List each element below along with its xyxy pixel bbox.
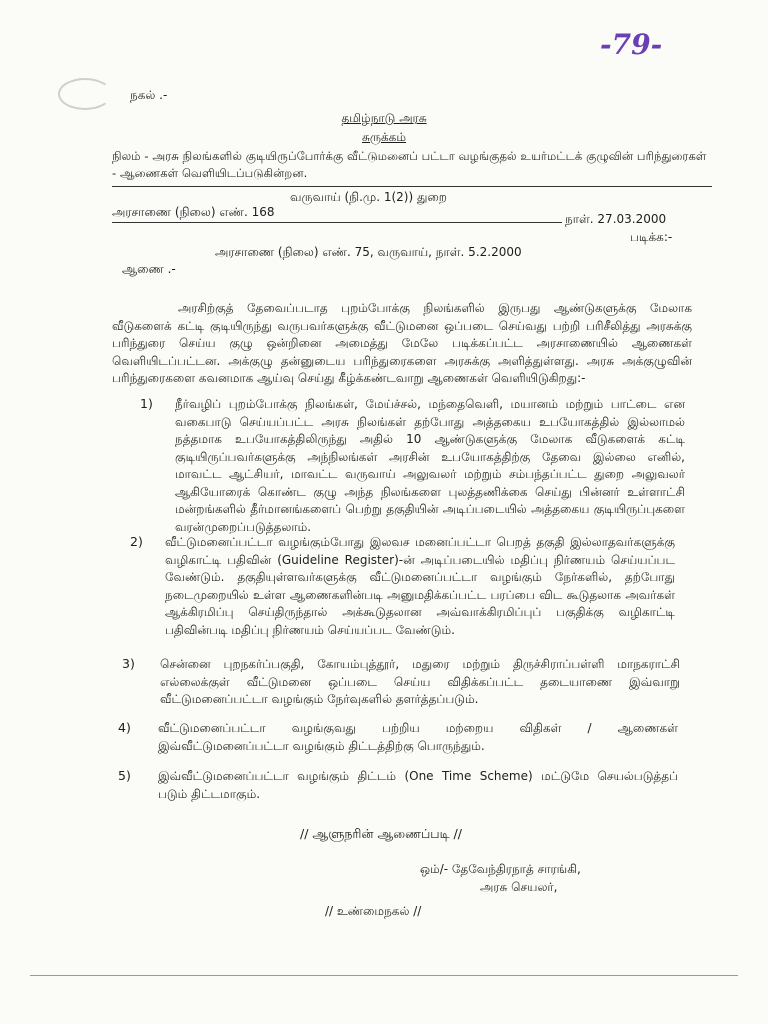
- order-date: நாள். 27.03.2000: [565, 212, 667, 226]
- true-copy: // உண்மைநகல் //: [325, 904, 422, 918]
- reference-line: அரசாணை (நிலை) எண். 75, வருவாய், நாள். 5.2.2000: [215, 245, 522, 259]
- item-number: 4): [118, 720, 131, 735]
- designation: அரசு செயலர்,: [480, 880, 558, 894]
- item-text: சென்னை புறநகர்ப்பகுதி, கோயம்புத்தூர், மதுரை மற்றும் திருச்சிராப்பள்ளி மாநகராட்சி எல்லைக்குள் வீட்டுமனை ஒப்படை செய்ய விதிக்கப்பட்ட தடையாணை இவ்வாறு வீட்டுமனைப்பட்டா வழங்கும் நேர்வுகளில் தளர்த்தப்படும்.: [160, 657, 680, 706]
- page-number: -79-: [600, 28, 663, 61]
- signatory: ஒம்/- தேவேந்திரநாத் சாரங்கி,: [420, 862, 581, 876]
- scan-mark: [58, 78, 112, 110]
- item-text: வீட்டுமனைப்பட்டா வழங்குவது பற்றிய மற்றைய விதிகள் / ஆணைகள் இவ்வீட்டுமனைப்பட்டா வழங்கும் திட்டத்திற்கு பொருந்தும்.: [158, 721, 678, 753]
- item-number: 5): [118, 768, 131, 783]
- intro-paragraph: அரசிற்குத் தேவைப்படாத புறம்போக்கு நிலங்களில் இருபது ஆண்டுகளுக்கு மேலாக வீடுகளைக் கட்டி குடியிருந்து வருபவர்களுக்கு வீட்டுமனை ஒப்படை செய்வது பற்றி பரிசீலித்து அரசுக்கு பரிந்துரை செய்ய குழு ஒன்றினை அமைத்து மேலே படிக்கப்பட்ட அரசாணையில் ஆணைகள் வெளியிடப்பட்டன. அக்குழு தன்னுடைய பரிந்துரைகளை அரசுக்கு அளித்துள்ளது. அரசு அக்குழுவின் பரிந்துரைகளை கவனமாக ஆய்வு செய்து கீழ்க்கண்டவாறு ஆணைகள் வெளியிடுகிறது:-: [112, 301, 692, 385]
- item-number: 1): [140, 396, 153, 411]
- governor-order: // ஆளுநரின் ஆணைப்படி //: [300, 826, 462, 841]
- summary-heading: சுருக்கம்: [362, 130, 406, 144]
- copy-label: நகல் .-: [130, 88, 168, 102]
- item-number: 3): [122, 656, 135, 671]
- go-number: அரசாணை (நிலை) எண். 168: [112, 205, 275, 219]
- government-heading: தமிழ்நாடு அரசு: [341, 111, 427, 125]
- order-label: ஆணை .-: [122, 262, 176, 276]
- subject: நிலம் - அரசு நிலங்களில் குடியிருப்போர்க்கு வீட்டுமனைப் பட்டா வழங்குதல் உயர்மட்டக் குழுவின் பரிந்துரைகள் - ஆணைகள் வெளியிடப்படுகின்றன.: [112, 149, 707, 180]
- department: வருவாய் (நி.மு. 1(2)) துறை: [290, 190, 447, 204]
- divider-line: [112, 222, 562, 223]
- item-number: 2): [130, 534, 143, 549]
- reference-label: படிக்க:-: [630, 230, 673, 244]
- divider-line: [112, 186, 712, 187]
- bottom-edge-line: [30, 975, 738, 976]
- item-text: இவ்வீட்டுமனைப்பட்டா வழங்கும் திட்டம் (One Time Scheme) மட்டுமே செயல்படுத்தப் படும் திட்டமாகும்.: [158, 769, 678, 801]
- item-text: வீட்டுமனைப்பட்டா வழங்கும்போது இலவச மனைப்பட்டா பெறத் தகுதி இல்லாதவர்களுக்கு வழிகாட்டி பதிவின் (Guideline Register)-ன் அடிப்படையில் மதிப்பு நிர்ணயம் செய்யப்பட வேண்டும். தகுதியுள்ளவர்களுக்கு வீட்டுமனைப்பட்டா வழங்கும் நேர்களில், தற்போது நடைமுறையில் உள்ள ஆணைகளின்படி அனுமதிக்கப்பட்ட பரப்பை விட கூடுதலாக அவர்கள் ஆக்கிரமிப்பு செய்திருந்தால் அக்கூடுதலான அவ்வாக்கிரமிப்புப் பகுதிக்கு வழிகாட்டி பதிவின்படி மதிப்பு நிர்ணயம் செய்யப்பட வேண்டும்.: [165, 535, 675, 637]
- item-text: நீர்வழிப் புறம்போக்கு நிலங்கள், மேய்ச்சல், மந்தைவெளி, மயானம் மற்றும் பாட்டை என வகைபாடு செய்யப்பட்ட அரசு நிலங்கள் தற்போது அத்தகைய உபயோகத்தில் இல்லாமல் நத்தமாக உபயோகத்திலிருந்து அதில் 10 ஆண்டுகளுக்கு மேலாக வீடுகளைக் கட்டி குடியிருப்பவர்களுக்கு அந்நிலங்கள் அரசின் உபயோகத்திற்கு தேவை இல்லை எனில், மாவட்ட ஆட்சியர், மாவட்ட வருவாய் அலுவலர் மற்றும் சம்பந்தப்பட்ட துறை அலுவலர் ஆகியோரைக் கொண்ட குழு அந்த நிலங்களை புலத்தணிக்கை செய்து பின்னர் உள்ளாட்சி மன்றங்களில் தீர்மானங்களைப் பெற்று தகுதியின் அடிப்படையில் அத்தகைய குடியிருப்புகளை வரன்முறைப்படுத்தலாம்.: [175, 397, 685, 534]
